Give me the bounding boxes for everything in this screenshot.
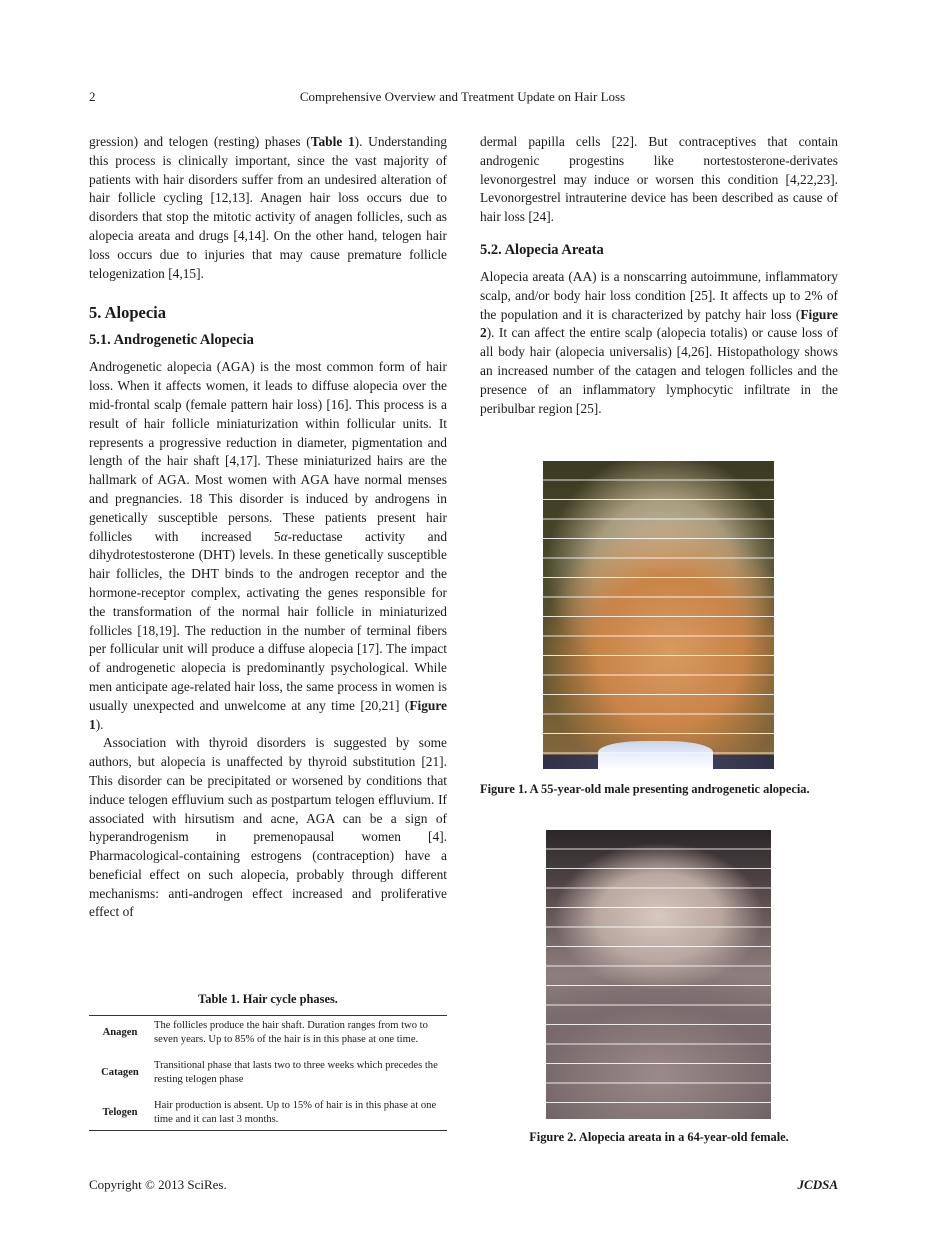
paragraph-androgenetic-alopecia [89,358,447,734]
figure-2-photo [546,830,771,1119]
text-run: gression) and telogen (resting) phases ( [89,134,311,149]
paragraph-thyroid: Association with thyroid disorders is suggested by some authors, but alopecia is unaffected by thyroid substitution [21]. This disorder can be precipitated or worsened by conditions that induce telogen effluvium such as postpartum telogen effluvium. If associated with hirsutism and acne, AGA can be a sign of hyperandrogenism in premenopausal women [4]. Pharmacological-containing estrogens (contraception) have a beneficial effect on such alopecia, probably through different mechanisms: anti-androgen effect increased and proliferative effect of [89,735,447,920]
table-cell-phase: Anagen [89,1016,151,1051]
figure-2-reference: Figure 2 [480,306,838,341]
subsection-heading-androgenetic-alopecia: 5.1. Androgenetic Alopecia [89,332,254,349]
text-run: ). Understanding this process is clinically important, since the vast majority of patients with hair disorders suffer from an undesired alteration of hair follicle cycling [12,13]. Anagen hair loss occurs due to disorders that stop the mitotic activity of anagen follicles, such as alopecia areata and drugs [4,14]. On the other hand, telogen hair loss occurs due to injuries that may cause premature follicle telogenization [4,15]. [89,134,447,281]
table-caption: Table 1. Hair cycle phases. [198,992,338,1006]
table-row [89,1096,447,1131]
table-cell-description: The follicles produce the hair shaft. Duration ranges from two to seven years. Up to 85% of the hair is in this phase at one time. [151,1016,447,1051]
figure-1-caption: Figure 1. A 55-year-old male presenting androgenetic alopecia. [480,782,810,796]
figure-1-photo [543,461,774,769]
table-row [89,1056,447,1090]
page-number: 2 [89,89,96,104]
section-heading-alopecia: 5. Alopecia [89,303,166,323]
table-cell-description: Hair production is absent. Up to 15% of hair is in this phase at one time and it can last 3 months. [151,1096,447,1131]
figure-1-reference: Figure 1 [89,697,447,732]
text-run: Androgenetic alopecia (AGA) is the most common form of hair loss. When it affects women, it leads to diffuse alopecia over the mid-frontal scalp (female pattern hair loss) [16]. This process is a result of hair follicle miniaturization within follicular units. It represents a progressive reduction in diameter, pigmentation and length of the hair shaft [4,17]. These miniaturized hairs are the hallmark of AGA. Most women with AGA have normal menses and pregnancies. 18 This disorder is induced by androgens in genetically susceptible persons. These patients present hair follicles with increased 5 [89,359,447,544]
table-1-reference: Table 1 [310,134,355,149]
photo-scanlines [543,461,774,769]
text-run: ). It can affect the entire scalp (alopecia totalis) or cause loss of all body hair (alopecia universalis) [4,26]. Histopathology shows an increased number of the catagen and telogen follicles and the presence of an inflammatory lymphocytic infiltrate in the peribulbar region [25]. [480,325,838,416]
figure-2-caption: Figure 2. Alopecia areata in a 64-year-old female. [529,1130,789,1144]
hair-cycle-table [89,1015,447,1131]
photo-scanlines [546,830,771,1119]
table-cell-phase: Catagen [101,1067,139,1078]
table-cell-phase: Telogen [89,1096,151,1131]
text-run: Alopecia areata (AA) is a nonscarring autoimmune, inflammatory scalp, and/or body hair loss condition [25]. It affects up to 2% of the population and it is characterized by patchy hair loss ( [480,268,838,322]
left-column [89,133,447,922]
paragraph-alopecia-areata [480,268,838,418]
copyright-footer: Copyright © 2013 SciRes. [89,1177,227,1192]
text-run: -reductase activity and dihydrotestosterone (DHT) levels. In these genetically susceptible hair follicles, the DHT binds to the androgen receptor and the hormone-receptor complex, activating the genes responsible for the transformation of the normal hair follicle in miniaturized follicles [18,19]. The reduction in the number of terminal fibers per follicular unit will produce a diffuse alopecia [17]. The impact of androgenetic alopecia is predominantly psychological. While men anticipate age-related hair loss, the same process in women is usually unexpected and unwelcome at any time [20,21] ( [89,528,448,713]
paragraph-contraceptives: dermal papilla cells [22]. But contraceptives that contain androgenic progestins like nortestosterone-derivates levonorgestrel may induce or worsen this condition [4,22,23]. Levonorgestrel intrauterine device has been described as cause of hair loss [24]. [480,134,838,225]
alpha-symbol: α [280,528,288,544]
subsection-heading-alopecia-areata: 5.2. Alopecia Areata [480,241,604,258]
text-run: ). [95,716,104,732]
paragraph-hair-cycle [89,133,447,283]
right-column [480,133,838,418]
running-title: Comprehensive Overview and Treatment Update on Hair Loss [299,89,626,104]
table-row [89,1016,447,1051]
table-cell-description: Transitional phase that lasts two to three weeks which precedes the resting telogen phase [154,1060,438,1085]
journal-footer: JCDSA [797,1177,838,1192]
